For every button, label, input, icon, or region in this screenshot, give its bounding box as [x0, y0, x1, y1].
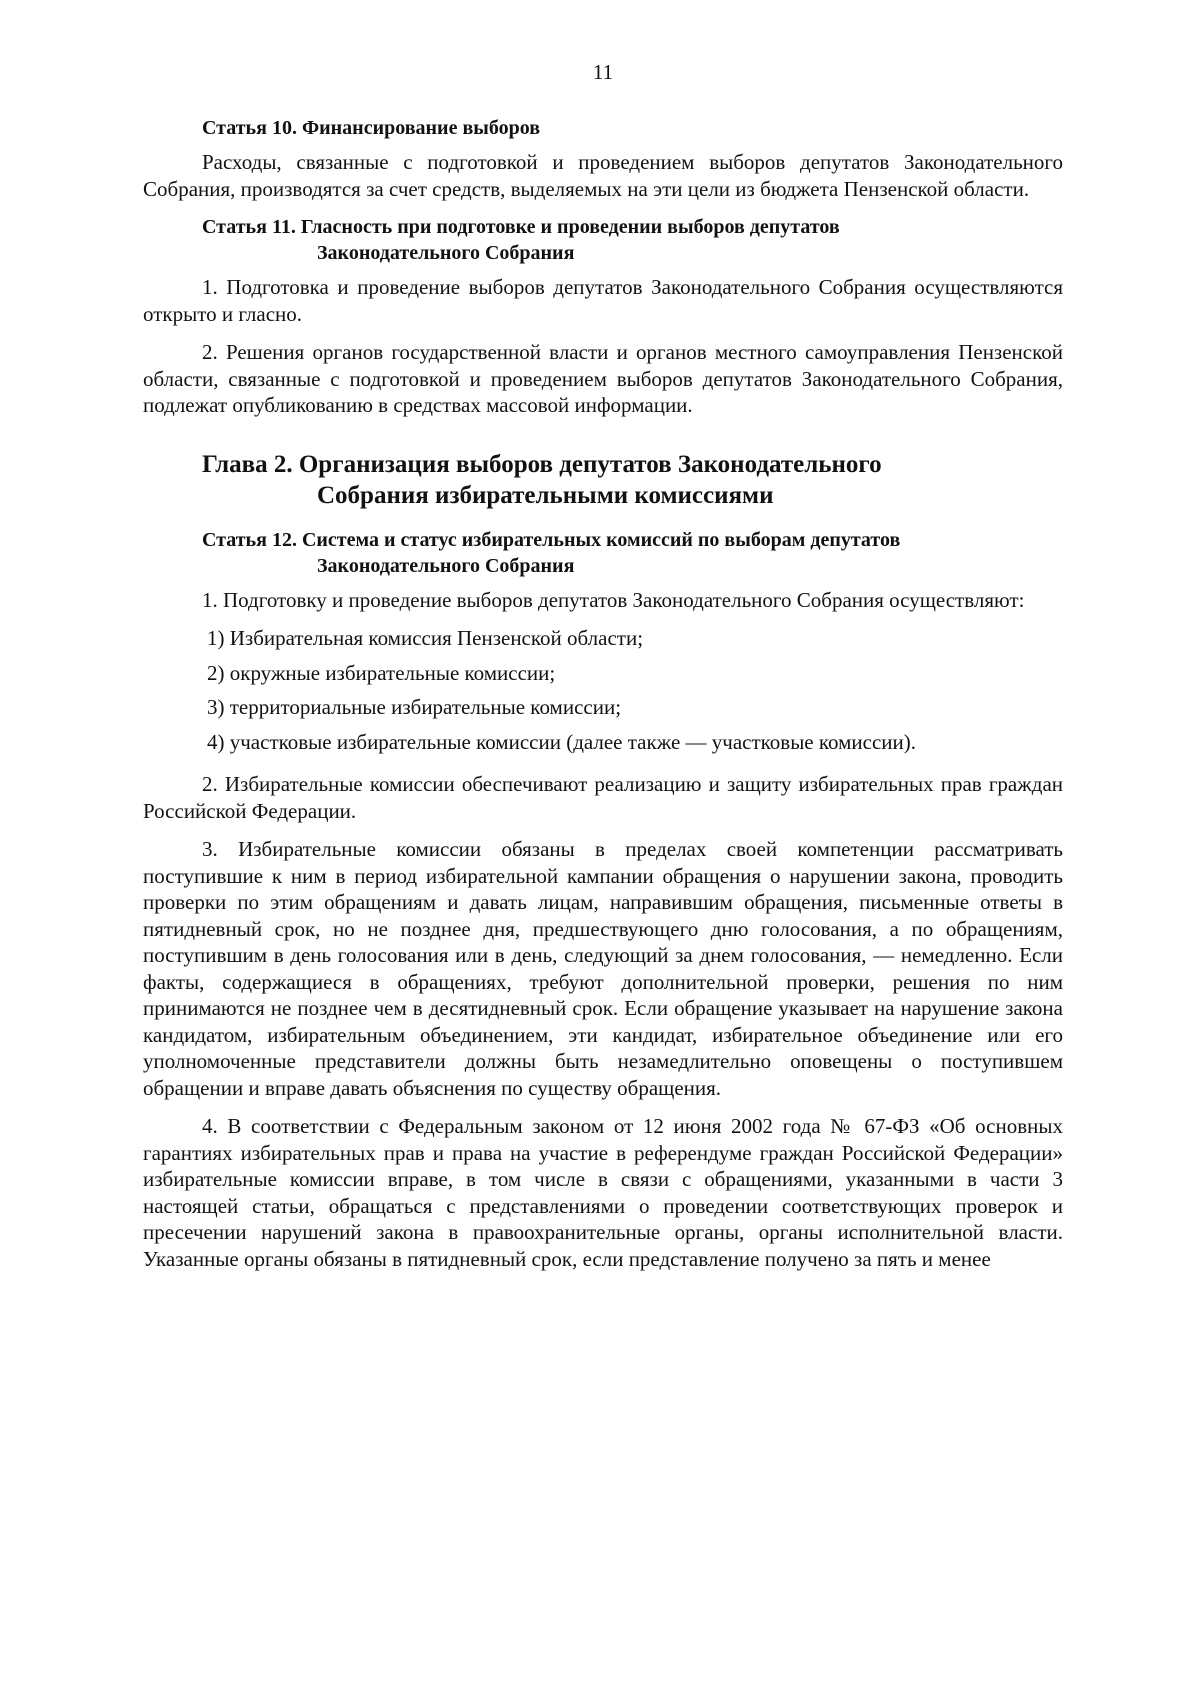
chapter-2-title-line2: Собрания избирательными комиссиями	[317, 481, 774, 509]
list-item: 1) Избирательная комиссия Пензенской области;	[207, 626, 644, 650]
article-12-title	[143, 527, 1063, 579]
article-12-title-line1: Статья 12. Система и статус избирательных комиссий по выборам депутатов	[202, 528, 901, 551]
list-item: 3) территориальные избирательные комиссии;	[207, 695, 622, 719]
article-12-title-line2: Законодательного Собрания	[317, 554, 575, 577]
article-11-title	[143, 214, 1063, 266]
article-12-paragraph-4: 4. В соответствии с Федеральным законом от 12 июня 2002 года № 67-ФЗ «Об основных гарантиях избирательных прав и права на участие в референдуме граждан Российской Федерации» избирательные комиссии вправе, в том числе в связи с обращениями, указанными в части 3 настоящей статьи, обращаться с представлениями о проведении соответствующих проверок и пресечении нарушений закона в правоохранительные органы, органы исполнительной власти. Указанные органы обязаны в пятидневный срок, если представление получено за пять и менее	[143, 1114, 1063, 1271]
list-item: 4) участковые избирательные комиссии (далее также — участковые комиссии).	[207, 729, 916, 754]
list-item: 2) окружные избирательные комиссии;	[207, 660, 556, 685]
page-number: 11	[592, 60, 614, 84]
document-page	[143, 60, 1063, 1284]
article-11-title-line2: Законодательного Собрания	[317, 242, 575, 264]
article-10-title-text: Статья 10. Финансирование выборов	[202, 117, 541, 139]
article-10-title	[143, 115, 1063, 141]
article-12-paragraph-3: 3. Избирательные комиссии обязаны в пределах своей компетенции рассматривать поступившие к ним в период избирательной кампании обращения о нарушении закона, проводить проверки по этим обращениям и давать лицам, направившим обращения, письменные ответы в пятидневный срок, но не позднее дня, предшествующего дню голосования, а по обращениям, поступившим в день голосования или в день, следующий за днем голосования, — немедленно. Если факты, содержащиеся в обращениях, требуют дополнительной проверки, решения по ним принимаются не позднее чем в десятидневный срок. Если обращение указывает на нарушение закона кандидатом, избирательным объединением, эти кандидат, избирательное объединение или его уполномоченные представители должны быть незамедлительно оповещены о поступившем обращении и вправе давать объяснения по существу обращения.	[143, 837, 1063, 1100]
article-12-paragraph-2: 2. Избирательные комиссии обеспечивают реализацию и защиту избирательных прав граждан Российской Федерации.	[143, 772, 1063, 823]
article-11-title-line1: Статья 11. Гласность при подготовке и проведении выборов депутатов	[202, 216, 840, 238]
article-11-paragraph-1: 1. Подготовка и проведение выборов депутатов Законодательного Собрания осуществляются открыто и гласно.	[143, 275, 1063, 326]
article-11-paragraph-2: 2. Решения органов государственной власти и органов местного самоуправления Пензенской области, связанные с подготовкой и проведением выборов депутатов Законодательного Собрания, подлежат опубликованию в средствах массовой информации.	[143, 340, 1063, 417]
article-12-paragraph-1: 1. Подготовку и проведение выборов депутатов Законодательного Собрания осуществляют:	[202, 587, 1025, 612]
chapter-2-title	[143, 449, 1063, 511]
article-10-paragraph: Расходы, связанные с подготовкой и проведением выборов депутатов Законодательного Собрания, производятся за счет средств, выделяемых на эти цели из бюджета Пензенской области.	[143, 150, 1063, 201]
chapter-2-title-line1: Глава 2. Организация выборов депутатов Законодательного	[202, 450, 882, 478]
